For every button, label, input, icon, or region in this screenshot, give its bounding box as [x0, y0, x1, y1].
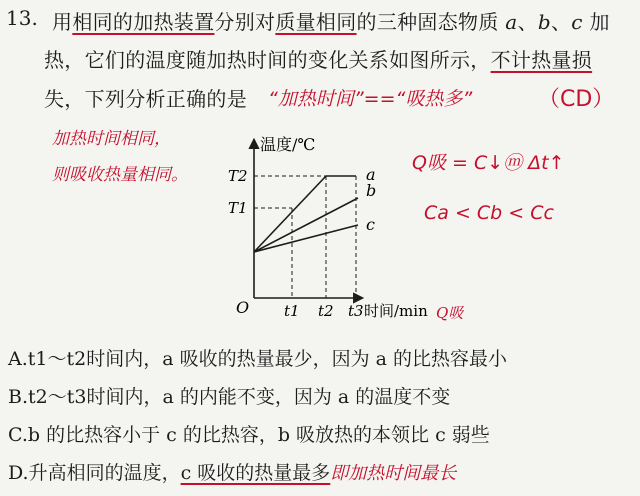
option-d-underlined: c 吸收的热量最多 — [180, 462, 331, 484]
curve-b — [254, 198, 358, 252]
handwritten-formula: Q吸 = C↓ⓜ Δt↑ — [412, 152, 565, 174]
curve-c — [254, 225, 358, 252]
option-d-text: D.升高相同的温度， — [8, 462, 181, 484]
handwritten-note-heat: 则吸收热量相同。 — [52, 165, 188, 185]
handwritten-note-equivalence: “加热时间”==“吸热多” — [268, 88, 473, 110]
tick-T1: T1 — [228, 199, 248, 217]
text-span: 、 — [550, 10, 572, 34]
curve-label-c: c — [366, 215, 375, 234]
text-span: 分别对 — [214, 10, 276, 34]
underlined-phrase: 相同的加热装置 — [72, 10, 215, 34]
origin-label: O — [236, 298, 250, 317]
text-span: 用 — [52, 10, 73, 34]
handwritten-inequality: Ca < Cb < Cc — [424, 202, 554, 224]
option-b: B.t2～t3时间内，a 的内能不变，因为 a 的温度不变 — [8, 386, 451, 408]
tick-t2: t2 — [318, 302, 334, 320]
option-d-handwritten-note: 即加热时间最长 — [330, 463, 457, 484]
option-a: A.t1～t2时间内，a 吸收的热量最少，因为 a 的比热容最小 — [8, 348, 507, 370]
x-axis-note: Q吸 — [436, 304, 464, 322]
var-c: c — [571, 10, 583, 34]
option-d — [8, 458, 456, 485]
var-b: b — [537, 10, 551, 34]
underlined-phrase: 不计热量损 — [490, 48, 593, 72]
text-span: 的三种固态物质 — [356, 10, 506, 34]
handwritten-answer: （CD） — [538, 87, 615, 112]
underlined-phrase: 质量相同 — [275, 10, 357, 34]
tick-T2: T2 — [228, 167, 248, 185]
curve-label-b: b — [366, 181, 377, 200]
question-number: 13. — [6, 6, 38, 30]
curve-label-a: a — [366, 165, 376, 184]
var-a: a — [505, 10, 518, 34]
text-span: 热，它们的温度随加热时间的变化关系如图所示， — [44, 48, 491, 72]
tick-t1: t1 — [284, 302, 300, 320]
text-span: 失，下列分析正确的是 — [44, 87, 247, 111]
text-span: 加 — [582, 10, 610, 34]
y-axis-label: 温度/℃ — [260, 135, 316, 154]
curve-a — [254, 176, 356, 252]
x-axis-label: 时间/min — [364, 302, 428, 320]
handwritten-note-time: 加热时间相同， — [52, 129, 171, 149]
option-c: C.b 的比热容小于 c 的比热容，b 吸放热的本领比 c 弱些 — [8, 424, 490, 446]
tick-t3: t3 — [348, 302, 364, 320]
text-span: 、 — [517, 10, 538, 34]
